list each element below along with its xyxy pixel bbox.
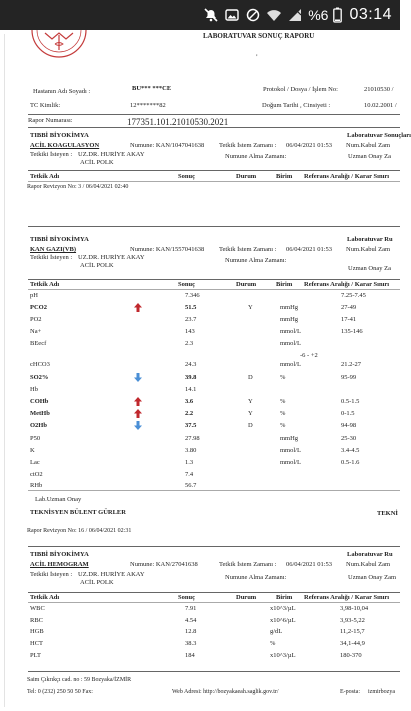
rule xyxy=(28,226,400,227)
rule xyxy=(28,279,400,280)
tetkik-isteyen-label: Tetkiki İsteyen : xyxy=(30,151,73,158)
reference-range: 7.25-7.45 xyxy=(341,292,366,299)
test-name: BEecf xyxy=(30,340,47,347)
test-result: 14.1 xyxy=(185,386,197,393)
numune: Numune: KAN/27041638 xyxy=(130,561,198,568)
test-name: HCT xyxy=(30,640,43,647)
test-unit: mmol/L xyxy=(280,447,301,454)
rule xyxy=(28,546,400,547)
test-name: Hb xyxy=(30,386,38,393)
test-result: 27.98 xyxy=(185,435,200,442)
footer-eposta-label: E-posta: xyxy=(340,689,360,695)
tetkik-istem-label: Tetkik İstem Zamanı : xyxy=(219,561,277,568)
numune-alma-label: Numune Alma Zamanı: xyxy=(225,574,287,581)
footer-eposta[interactable]: izmirbozya xyxy=(368,689,395,695)
tetkik-istem-value: 06/04/2021 01:53 xyxy=(286,561,333,568)
test-result: 7.91 xyxy=(185,605,197,612)
rapor-no-value: 177351.101.21010530.2021 xyxy=(127,117,229,127)
test-name: PCO2 xyxy=(30,304,47,311)
num-kabul: Num.Kabul Zam xyxy=(346,561,391,568)
test-unit: x10^3/µL xyxy=(270,605,296,612)
tetkik-isteyen-label: Tetkiki İsteyen : xyxy=(30,571,73,578)
test-name: RBC xyxy=(30,617,44,624)
tetkik-istem-value: 06/04/2021 01:53 xyxy=(286,142,333,149)
reference-range: 21.2-27 xyxy=(341,361,362,368)
test-name: P50 xyxy=(30,435,41,442)
reference-range: 95-99 xyxy=(341,374,357,381)
section-label: TIBBİ BİYOKİMYA xyxy=(30,236,89,243)
col-durum: Durum xyxy=(236,281,257,288)
clinic-name: ACİL POLK xyxy=(80,262,114,269)
revizyon: Rapor Revizyon No: 16 / 06/04/2021 02:31 xyxy=(27,528,132,534)
rule xyxy=(28,181,400,182)
num-kabul: Num.Kabul Zam xyxy=(346,142,391,149)
clinic-name: ACİL POLK xyxy=(80,159,114,166)
patient-name: BU*** ***CE xyxy=(132,85,172,92)
birth-value: 10.02.2001 / xyxy=(364,102,397,109)
rule xyxy=(28,114,400,115)
high-value-arrow-icon xyxy=(134,409,142,418)
col-birim: Birim xyxy=(276,281,293,288)
rule xyxy=(28,170,400,171)
test-name: Lac xyxy=(30,459,40,466)
reference-range: -6 - +2 xyxy=(300,352,318,359)
col-ref: Referans Aralığı / Karar Sınırı xyxy=(304,173,390,180)
col-tetkik: Tetkik Adı xyxy=(30,594,60,601)
test-unit: % xyxy=(280,374,286,381)
numune: Numune: KAN/1557041638 xyxy=(130,246,205,253)
test-result: 3.80 xyxy=(185,447,197,454)
rule xyxy=(28,289,400,290)
test-name: pH xyxy=(30,292,38,299)
col-ref: Referans Aralığı / Karar Sınırı xyxy=(304,594,390,601)
tc-label: TC Kimlik: xyxy=(30,102,61,109)
col-birim: Birim xyxy=(276,173,293,180)
lab-uzman-onay: Lab.Uzman Onay xyxy=(35,496,82,503)
num-kabul: Num.Kabul Zam xyxy=(346,246,391,253)
low-value-arrow-icon xyxy=(134,421,142,430)
test-name: cHCO3 xyxy=(30,361,50,368)
test-name: Na+ xyxy=(30,328,42,335)
report-title: LABORATUVAR SONUÇ RAPORU xyxy=(203,32,315,40)
reference-range: 0.5-1.5 xyxy=(341,398,360,405)
reference-range: 3,93-5,22 xyxy=(340,617,365,624)
test-unit: % xyxy=(280,398,286,405)
col-durum: Durum xyxy=(236,173,257,180)
no-signal-icon xyxy=(245,7,261,23)
protocol-value: 21010530 / xyxy=(364,86,394,93)
test-unit: mmol/L xyxy=(280,340,301,347)
lab-label: Laboratuvar Ru xyxy=(347,551,393,558)
lab-label: Laboratuvar Ru xyxy=(347,236,393,243)
lab-label: Laboratuvar Sonuçları xyxy=(347,132,411,139)
test-status: Y xyxy=(248,304,253,311)
revizyon: Rapor Revizyon No: 3 / 06/04/2021 02:40 xyxy=(27,184,129,190)
test-unit: mmHg xyxy=(280,316,299,323)
test-name: O2Hb xyxy=(30,422,47,429)
test-group-name: ACİL HEMOGRAM xyxy=(30,561,89,568)
col-tetkik: Tetkik Adı xyxy=(30,173,60,180)
test-result: 143 xyxy=(185,328,195,335)
test-result: 23.7 xyxy=(185,316,197,323)
test-group-name: KAN GAZI(VB) xyxy=(30,246,77,253)
test-status: D xyxy=(248,374,253,381)
test-unit: % xyxy=(270,640,276,647)
rule xyxy=(28,602,400,603)
reference-range: 3,98-10,04 xyxy=(340,605,369,612)
reference-range: 135-146 xyxy=(341,328,363,335)
section-label: TIBBİ BİYOKİMYA xyxy=(30,551,89,558)
test-status: Y xyxy=(248,410,253,417)
tetkik-isteyen-label: Tetkiki İsteyen : xyxy=(30,254,73,261)
doctor-name: UZ.DR. HURİYE AKAY xyxy=(78,151,145,158)
teknisyen-short: TEKNİ xyxy=(377,510,398,517)
test-result: 56.7 xyxy=(185,482,197,489)
test-name: WBC xyxy=(30,605,45,612)
test-name: ctO2 xyxy=(30,471,43,478)
test-unit: mmol/L xyxy=(280,328,301,335)
rapor-no-label: Rapor Numarası: xyxy=(28,117,73,124)
test-name: HGB xyxy=(30,628,44,635)
test-unit: mmol/L xyxy=(280,459,301,466)
doctor-name: UZ.DR. HURİYE AKAY xyxy=(78,254,145,261)
rule xyxy=(28,127,400,128)
numune-alma-label: Numune Alma Zamanı: xyxy=(225,153,287,160)
test-unit: mmol/L xyxy=(280,361,301,368)
test-name: SO2% xyxy=(30,374,49,381)
numune-alma-label: Numune Alma Zamanı: xyxy=(225,257,287,264)
reference-range: 17-41 xyxy=(341,316,357,323)
teknisyen: TEKNİSYEN BÜLENT GÜRLER xyxy=(30,509,126,516)
test-name: PLT xyxy=(30,652,41,659)
gallery-icon xyxy=(224,7,240,23)
tetkik-istem-label: Tetkik İstem Zamanı : xyxy=(219,142,277,149)
test-name: MetHb xyxy=(30,410,50,417)
footer-tel: Tel: 0 (232) 250 50 50 Fax: xyxy=(27,689,93,695)
test-name: RHb xyxy=(30,482,43,489)
test-result: 2.3 xyxy=(185,340,194,347)
reference-range: 25-30 xyxy=(341,435,357,442)
high-value-arrow-icon xyxy=(134,397,142,406)
test-result: 184 xyxy=(185,652,195,659)
uzman-onay: Uzman Onay Za xyxy=(348,265,391,272)
tetkik-istem-value: 06/04/2021 01:53 xyxy=(286,246,333,253)
tetkik-istem-label: Tetkik İstem Zamanı : xyxy=(219,246,277,253)
numune: Numune: KAN/1047041638 xyxy=(130,142,205,149)
test-result: 1.3 xyxy=(185,459,194,466)
footer-web[interactable]: Web Adresi: http://bozyakaeah.saglik.gov.tr/ xyxy=(172,689,279,695)
col-birim: Birim xyxy=(276,594,293,601)
reference-range: 180-370 xyxy=(340,652,362,659)
col-sonuc: Sonuç xyxy=(178,173,195,180)
uzman-onay: Uzman Onay Zam xyxy=(348,574,397,581)
reference-range: 3.4-4.5 xyxy=(341,447,360,454)
test-name: COHb xyxy=(30,398,49,405)
ministry-logo xyxy=(30,30,88,58)
rule xyxy=(28,671,400,672)
cellular-signal-icon xyxy=(287,7,303,23)
col-tetkik: Tetkik Adı xyxy=(30,281,60,288)
test-result: 39.8 xyxy=(185,374,197,381)
test-result: 7.4 xyxy=(185,471,194,478)
col-ref: Referans Aralığı / Karar Sınırı xyxy=(304,281,390,288)
test-result: 51.5 xyxy=(185,304,197,311)
report-document[interactable] xyxy=(0,30,411,711)
doctor-name: UZ.DR. HURİYE AKAY xyxy=(78,571,145,578)
test-result: 12.8 xyxy=(185,628,197,635)
test-result: 2.2 xyxy=(185,410,194,417)
test-name: K xyxy=(30,447,35,454)
birth-label: Doğum Tarihi , Cinsiyeti : xyxy=(262,102,331,109)
high-value-arrow-icon xyxy=(134,303,142,312)
test-result: 4.54 xyxy=(185,617,197,624)
rule xyxy=(28,490,400,491)
test-result: 3.6 xyxy=(185,398,194,405)
test-unit: x10^3/µL xyxy=(270,652,296,659)
col-durum: Durum xyxy=(236,594,257,601)
protocol-label: Protokol / Dosya / İşlem No: xyxy=(263,86,338,93)
test-status: Y xyxy=(248,398,253,405)
col-sonuc: Sonuç xyxy=(178,594,195,601)
clinic-name: ACİL POLK xyxy=(80,579,114,586)
reference-range: 27-49 xyxy=(341,304,357,311)
test-unit: % xyxy=(280,422,286,429)
rule xyxy=(28,592,400,593)
test-unit: mmHg xyxy=(280,435,299,442)
mute-icon xyxy=(203,7,219,23)
footer-address: Saim Çıkrıkçı cad. no : 59 Bozyaka/İZMİR xyxy=(27,677,132,683)
uzman-onay: Uzman Onay Za xyxy=(348,153,391,160)
clock: 03:14 xyxy=(349,6,392,23)
reference-range: 0.5-1.6 xyxy=(341,459,360,466)
test-result: 7.346 xyxy=(185,292,200,299)
test-group-name: ACİL KOAGULASYON xyxy=(30,142,100,149)
test-result: 24.3 xyxy=(185,361,197,368)
test-unit: g/dL xyxy=(270,628,283,635)
battery-percent: %6 xyxy=(308,7,329,23)
battery-icon xyxy=(333,7,342,23)
section-label: TIBBİ BİYOKİMYA xyxy=(30,132,89,139)
test-unit: % xyxy=(280,410,286,417)
reference-range: 0-1.5 xyxy=(341,410,355,417)
patient-name-label: Hastanın Adı Soyadı : xyxy=(33,88,91,95)
col-sonuc: Sonuç xyxy=(178,281,195,288)
tc-value: 12*******82 xyxy=(130,102,166,109)
status-icons xyxy=(203,0,392,30)
reference-range: 34,1-44,9 xyxy=(340,640,365,647)
low-value-arrow-icon xyxy=(134,373,142,382)
test-status: D xyxy=(248,422,253,429)
test-unit: mmHg xyxy=(280,304,299,311)
reference-range: 11,2-15,7 xyxy=(340,628,365,635)
status-bar xyxy=(0,0,400,30)
wifi-icon xyxy=(266,7,282,23)
test-name: PO2 xyxy=(30,316,42,323)
test-unit: x10^6/µL xyxy=(270,617,296,624)
test-result: 38.3 xyxy=(185,640,197,647)
reference-range: 94-98 xyxy=(341,422,357,429)
test-result: 37.5 xyxy=(185,422,197,429)
title-sub: , xyxy=(256,50,258,57)
